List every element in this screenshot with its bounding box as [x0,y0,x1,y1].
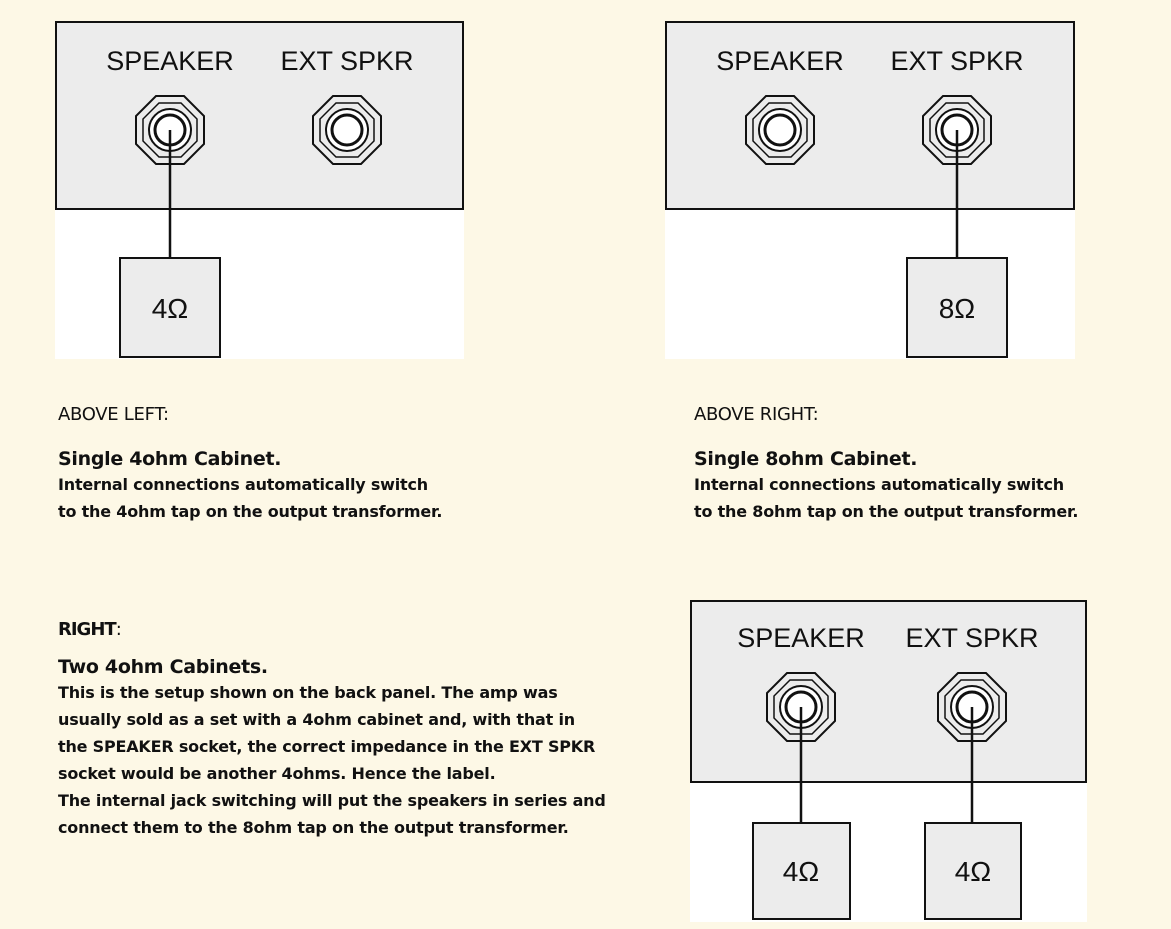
caption-body: This is the setup shown on the back panel. The amp was usually sold as a set with a 4ohm cabinet and, with that in the SPEAKER socket, the correct impedance in the EXT SPKR socket would be another 4ohms. Hence the label. The internal jack switching will put the speakers in series and connect them to the 8ohm tap on the output transformer. [58,683,606,837]
speaker-jack-label: SPEAKER [716,46,844,76]
ext-spkr-jack-label: EXT SPKR [905,623,1039,653]
diagram-above-left [55,22,464,359]
caption-title: Two 4ohm Cabinets. [58,656,268,678]
ext-spkr-jack[interactable] [313,96,381,164]
caption-right [58,619,606,841]
caption-heading-suffix: : [115,619,122,640]
ext-spkr-jack-label: EXT SPKR [280,46,414,76]
white-backdrop [55,209,464,359]
caption-body: Internal connections automatically switch to the 8ohm tap on the output transformer. [694,475,1079,521]
caption-body: Internal connections automatically switch to the 4ohm tap on the output transformer. [58,475,443,521]
cabinet-2-impedance-label: 4Ω [954,856,992,887]
caption-heading-bold: RIGHT [58,619,116,640]
caption-title: Single 4ohm Cabinet. [58,448,282,470]
white-backdrop [690,782,1087,922]
speaker-jack[interactable] [746,96,814,164]
caption-title: Single 8ohm Cabinet. [694,448,918,470]
caption-above-left [58,404,442,525]
caption-heading [58,619,606,641]
cabinet-impedance-label: 4Ω [151,293,189,324]
cabinet-1-impedance-label: 4Ω [782,856,820,887]
white-backdrop [665,209,1075,359]
caption-heading: ABOVE RIGHT: [694,404,819,425]
diagram-right [690,601,1087,922]
caption-above-right [694,404,1078,525]
caption-heading: ABOVE LEFT: [58,404,169,425]
cabinet-impedance-label: 8Ω [938,293,976,324]
speaker-jack-label: SPEAKER [106,46,234,76]
ext-spkr-jack-label: EXT SPKR [890,46,1024,76]
speaker-jack-label: SPEAKER [737,623,865,653]
diagram-above-right [665,22,1075,359]
